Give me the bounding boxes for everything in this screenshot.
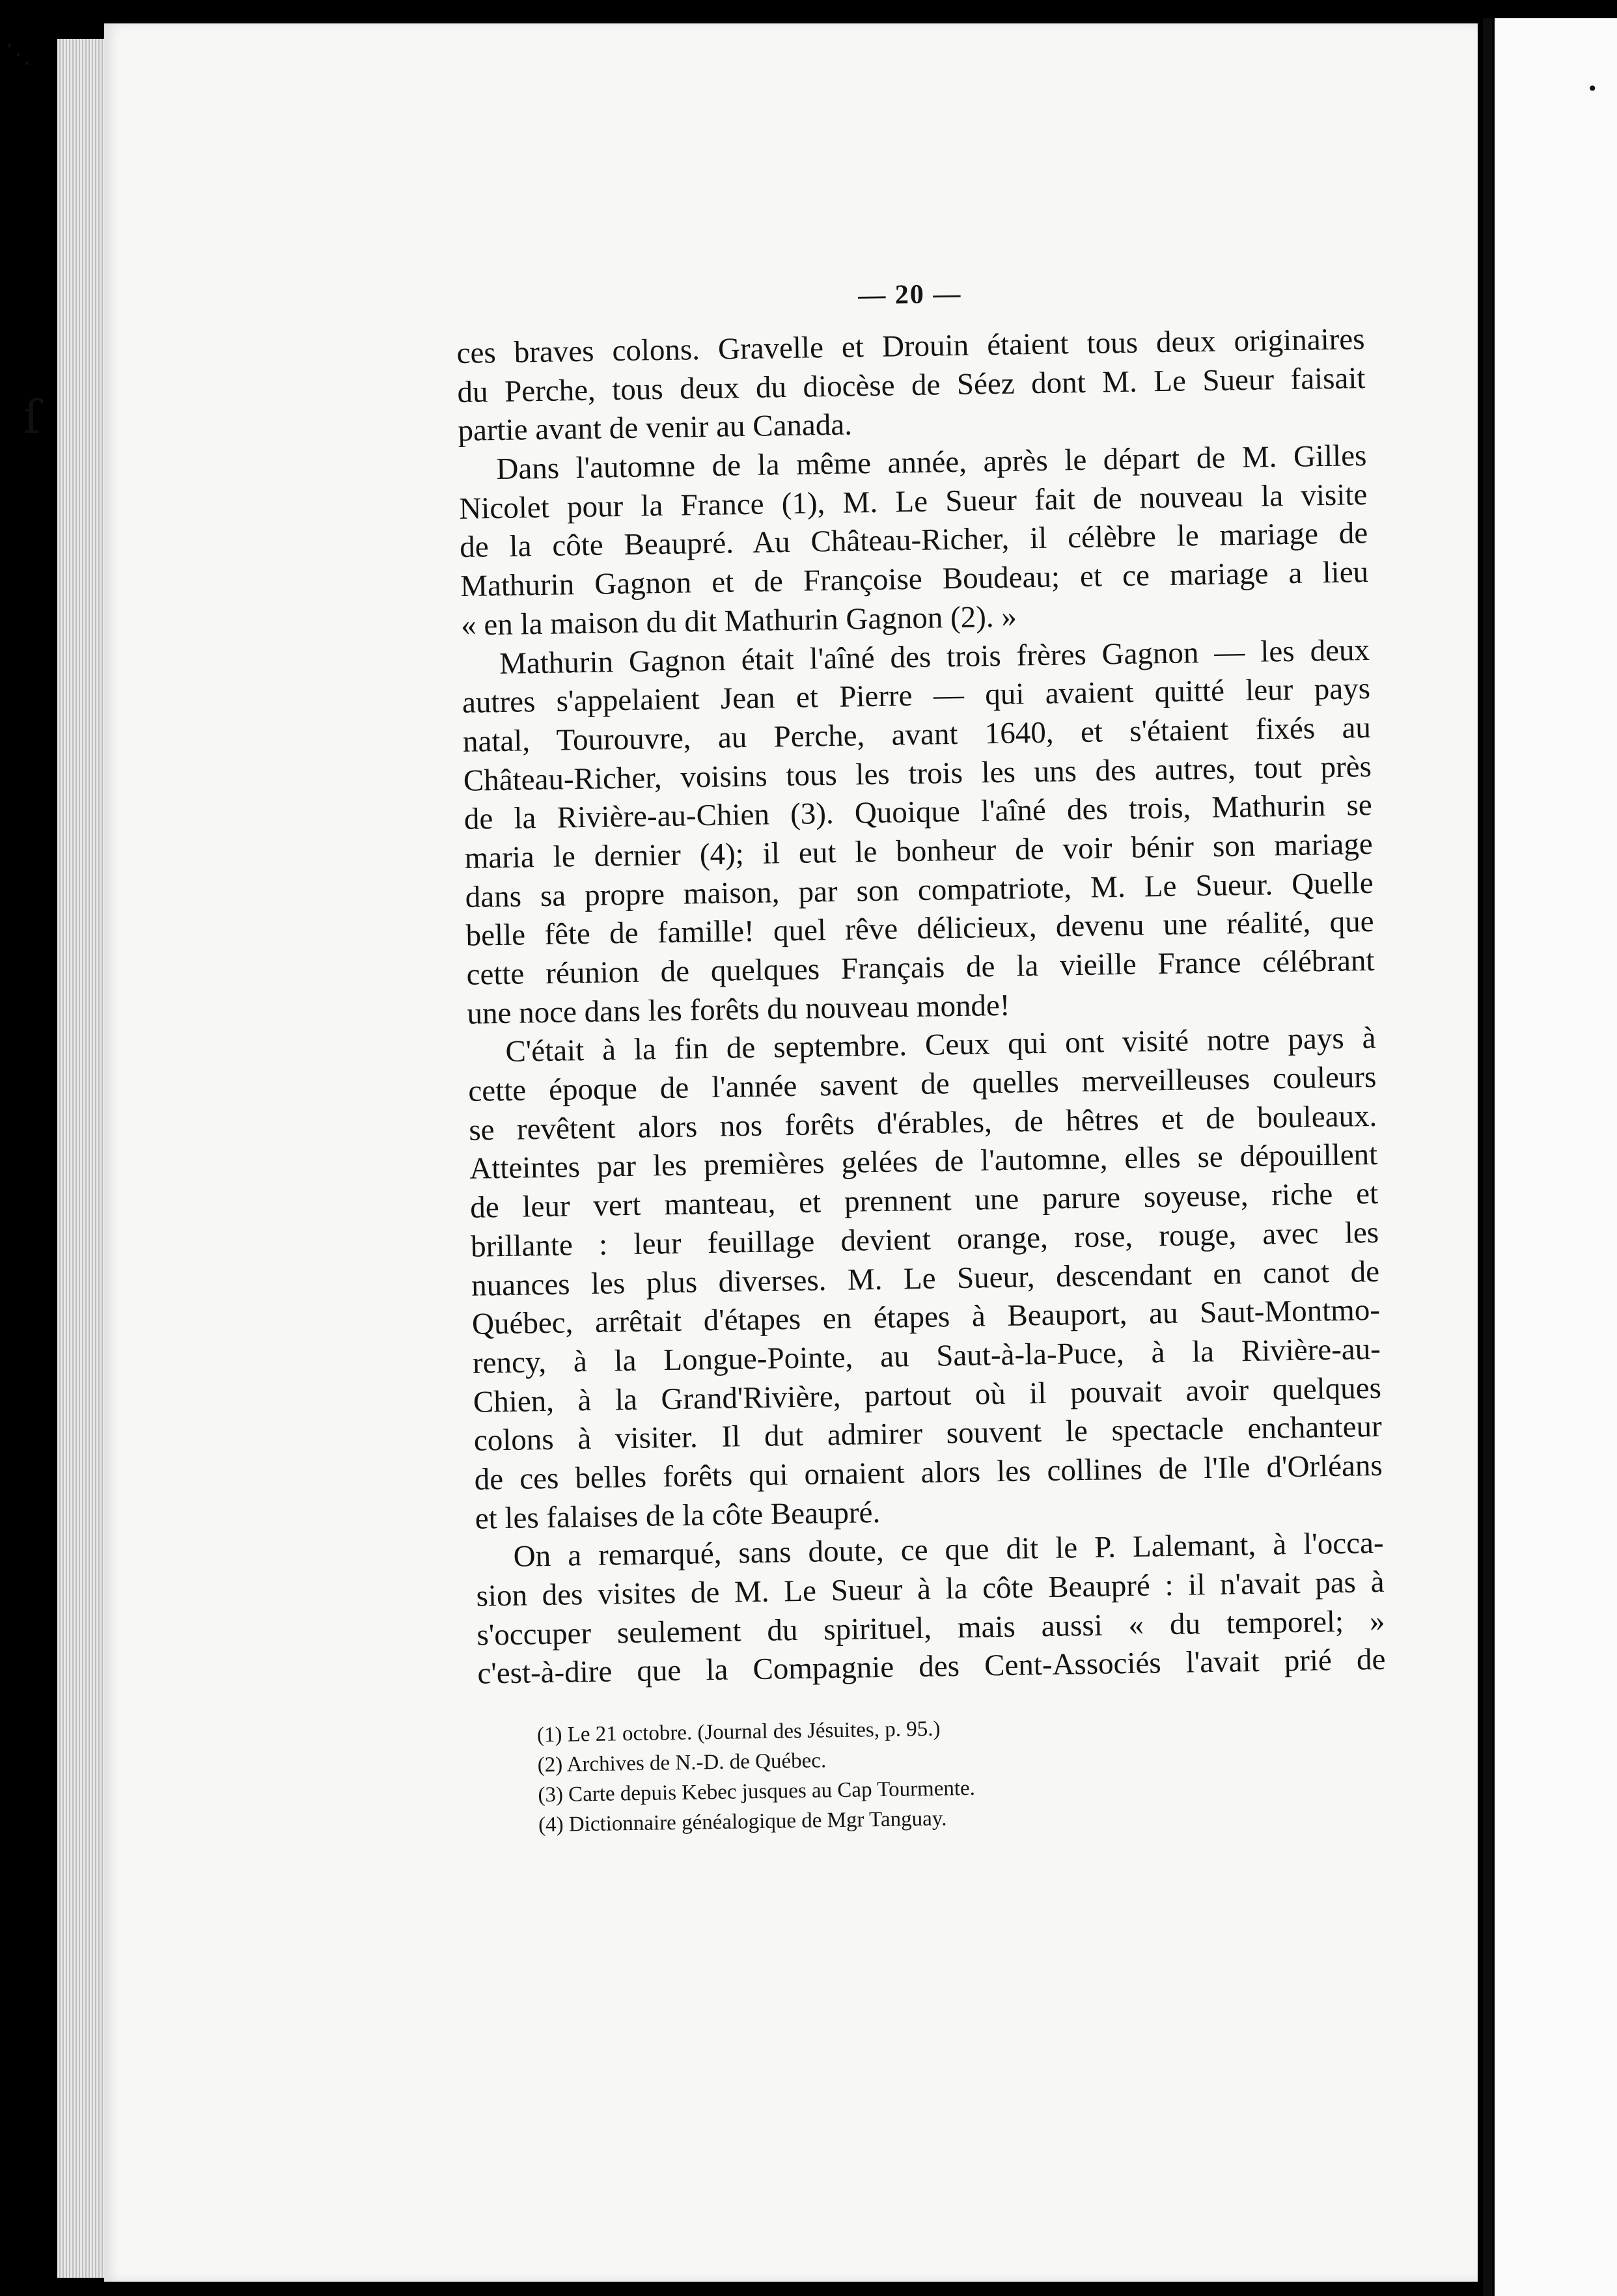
text-line: s'occuper seulement du spirituel, mais aussi « du temporel; » [477, 1604, 1385, 1652]
text-line: colons à visiter. Il dut admirer souvent le spectacle enchanteur [473, 1410, 1383, 1458]
facing-page-edge [1495, 18, 1617, 2296]
text-line: de la Rivière-au-Chien (3). Quoique l'aîné des trois, Mathurin se [463, 788, 1373, 837]
text-line: « en la maison du dit Mathurin Gagnon (2). » [460, 599, 1017, 642]
text-line: cette époque de l'année savent de quelles merveilleuses couleurs [468, 1060, 1377, 1108]
footnotes [478, 1707, 1389, 1841]
text-line: de leur vert manteau, et prennent une parure soyeuse, riche et [469, 1177, 1379, 1225]
margin-mark: ſ [23, 390, 40, 444]
text-line: sion des visites de M. Le Sueur à la côte Beaupré : il n'avait pas à [476, 1565, 1385, 1613]
text-line: autres s'appelaient Jean et Pierre — qui avaient quitté leur pays [462, 672, 1371, 720]
footnote: (4) Dictionnaire généalogique de Mgr Tanguay. [538, 1807, 947, 1837]
text-line: c'est-à-dire que la Compagnie des Cent-Associés l'avait prié de [477, 1643, 1386, 1691]
text-line: de la côte Beaupré. Au Château-Richer, il célèbre le mariage de [459, 516, 1368, 565]
text-line: une noce dans les forêts du nouveau monde! [467, 988, 1010, 1031]
edge-speck: • [1587, 78, 1598, 100]
text-line: Dans l'automne de la même année, après le départ de M. Gilles [496, 439, 1367, 487]
text-line: rency, à la Longue-Pointe, au Saut-à-la-Puce, à la Rivière-au- [472, 1332, 1381, 1380]
text-line: On a remarqué, sans doute, ce que dit le P. Lalemant, à l'occa- [513, 1526, 1384, 1574]
text-line: Château-Richer, voisins tous les trois les uns des autres, tout près [463, 749, 1372, 798]
text-line: se revêtent alors nos forêts d'érables, de hêtres et de bouleaux. [468, 1099, 1377, 1147]
text-line: brillante : leur feuillage devient orange, rose, rouge, avec les [470, 1215, 1379, 1264]
footnote: (1) Le 21 octobre. (Journal des Jésuites, p. 95.) [536, 1717, 941, 1747]
text-line: et les falaises de la côte Beaupré. [475, 1495, 881, 1536]
text-line: nuances les plus diverses. M. Le Sueur, descendant en canot de [471, 1254, 1380, 1303]
page-number: — 20 — [857, 279, 962, 311]
text-line: ces braves colons. Gravelle et Drouin étaient tous deux originaires [456, 322, 1365, 370]
body-text [456, 320, 1386, 1694]
text-line: C'était à la fin de septembre. Ceux qui ont visité notre pays à [505, 1021, 1376, 1069]
footnote: (2) Archives de N.-D. de Québec. [537, 1749, 827, 1777]
text-line: belle fête de famille! quel rêve délicieux, devenu une réalité, que [465, 905, 1374, 953]
text-line: Québec, arrêtait d'étapes en étapes à Beauport, au Saut-Montmo- [471, 1293, 1381, 1341]
margin-speck: ⋱ [5, 39, 31, 69]
text-line: de ces belles forêts qui ornaient alors les collines de l'Ile d'Orléans [474, 1448, 1383, 1497]
text-line: Nicolet pour la France (1), M. Le Sueur fait de nouveau la visite [458, 477, 1368, 526]
text-line: Chien, à la Grand'Rivière, partout où il pouvait avoir quelques [473, 1371, 1382, 1419]
text-line: maria le dernier (4); il eut le bonheur de voir bénir son mariage [464, 827, 1374, 875]
gutter-shadow [1483, 18, 1492, 2296]
text-line: Mathurin Gagnon était l'aîné des trois frères Gagnon — les deux [499, 633, 1370, 681]
text-line: du Perche, tous deux du diocèse de Séez dont M. Le Sueur faisait [457, 361, 1366, 409]
page-content [456, 272, 1388, 1841]
text-line: Mathurin Gagnon et de Françoise Boudeau; et ce mariage a lieu [460, 555, 1369, 604]
text-line: partie avant de venir au Canada. [458, 407, 853, 448]
text-line: Atteintes par les premières gelées de l'automne, elles se dépouillent [469, 1138, 1378, 1186]
text-line: natal, Tourouvre, au Perche, avant 1640, et s'étaient fixés au [462, 710, 1372, 759]
footnote: (3) Carte depuis Kebec jusques au Cap Tourmente. [538, 1776, 976, 1807]
text-line: dans sa propre maison, par son compatriote, M. Le Sueur. Quelle [465, 866, 1374, 914]
text-line: cette réunion de quelques Français de la vieille France célébrant [466, 943, 1375, 992]
